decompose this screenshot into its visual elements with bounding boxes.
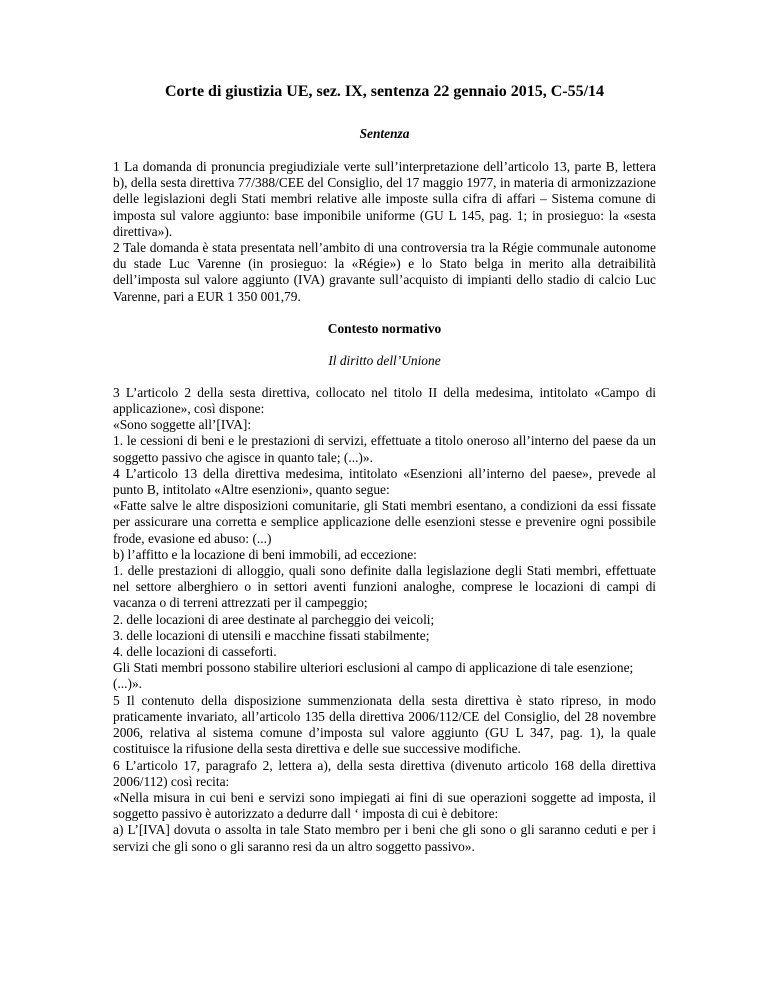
list-item: 4. delle locazioni di casseforti. (113, 644, 277, 660)
list-item: 2. delle locazioni di aree destinate al parcheggio dei veicoli; (113, 611, 435, 627)
paragraph-3: 3 L’articolo 2 della sesta direttiva, collocato nel titolo II della medesima, intitolato «Campo di applicazione», così dispone: (113, 384, 656, 417)
paragraph-1: 1 La domanda di pronuncia pregiudiziale verte sull’interpretazione dell’articolo 13, parte B, lettera b), della sesta direttiva 77/388/CEE del Consiglio, del 17 maggio 1977, in materia di armonizzazione delle legislazioni degli Stati membri relative alle imposte sulla cifra di affari – Sistema comune di imposta sul valore aggiunto: base imponibile uniforme (GU L 145, pag. 1; in prosieguo: la «sesta direttiva»). (113, 159, 656, 239)
list-item: a) L’[IVA] dovuta o assolta in tale Stato membro per i beni che gli sono o gli saranno ceduti e per i servizi che gli sono o gli saranno resi da un altro soggetto passivo». (113, 822, 656, 854)
document-page (113, 82, 656, 855)
heading-diritto-unione: Il diritto dell’Unione (328, 352, 441, 368)
document-title: Corte di giustizia UE, sez. IX, sentenza 22 gennaio 2015, C-55/14 (164, 83, 605, 100)
paragraph-4: 4 L’articolo 13 della direttiva medesima, intitolato «Esenzioni all’interno del paese», prevede al punto B, intitolato «Altre esenzioni», quanto segue: (113, 465, 656, 498)
quote-line: «Nella misura in cui beni e servizi sono impiegati ai fini di sue operazioni soggette ad imposta, il soggetto passivo è autorizzato a dedurre dall ‘ imposta di cui è debitore: (113, 789, 656, 822)
heading-contesto-normativo: Contesto normativo (327, 320, 442, 336)
paragraph-2: 2 Tale domanda è stata presentata nell’ambito di una controversia tra la Régie communale autonome du stade Luc Varenne (in prosieguo: la «Régie») e lo Stato belga in merito alla detraibilità dell’imposta sul valore aggiunto (IVA) gravante sull’acquisto di impianti dello stadio di calcio Luc Varenne, pari a EUR 1 350 001,79. (113, 240, 656, 304)
spacer (113, 305, 656, 321)
list-item: 1. le cessioni di beni e le prestazioni di servizi, effettuate a titolo oneroso all’interno del paese da un soggetto passivo che agisce in quanto tale; (...)». (113, 433, 656, 465)
paragraph-5: 5 Il contenuto della disposizione summenzionata della sesta direttiva è stato ripreso, in modo praticamente invariato, all’articolo 135 della direttiva 2006/112/CE del Consiglio, del 28 novembre 2006, relativa al sistema comune d’imposta sul valore aggiunto (GU L 347, pag. 1), la quale costituisce la rifusione della sesta direttiva e delle sue successive modifiche. (113, 692, 656, 757)
quote-line: «Fatte salve le altre disposizioni comunitarie, gli Stati membri esentano, a condizioni da essi fissate per assicurare una corretta e semplice applicazione delle esenzioni stesse e prevenire ogni possibile frode, evasione ed abuso: (...) (113, 498, 656, 546)
spacer (113, 369, 656, 385)
paragraph-6: 6 L’articolo 17, paragrafo 2, lettera a), della sesta direttiva (divenuto articolo 168 della direttiva 2006/112) così recita: (113, 757, 656, 789)
list-item: b) l’affitto e la locazione di beni immobili, ad eccezione: (113, 546, 417, 562)
list-item: 3. delle locazioni di utensili e macchine fissati stabilmente; (113, 627, 430, 643)
quote-line: (...)». (113, 676, 143, 692)
list-item: 1. delle prestazioni di alloggio, quali sono definite dalla legislazione degli Stati membri, effettuate nel settore alberghiero o in settori aventi funzioni analoghe, comprese le locazioni di campi di vacanza o di terreni attrezzati per il campeggio; (113, 563, 656, 611)
quote-line: «Sono soggette all’[IVA]: (113, 417, 252, 433)
heading-sentenza: Sentenza (359, 126, 410, 141)
spacer (113, 337, 656, 353)
quote-line: Gli Stati membri possono stabilire ulteriori esclusioni al campo di applicazione di tale esenzione; (113, 660, 634, 676)
